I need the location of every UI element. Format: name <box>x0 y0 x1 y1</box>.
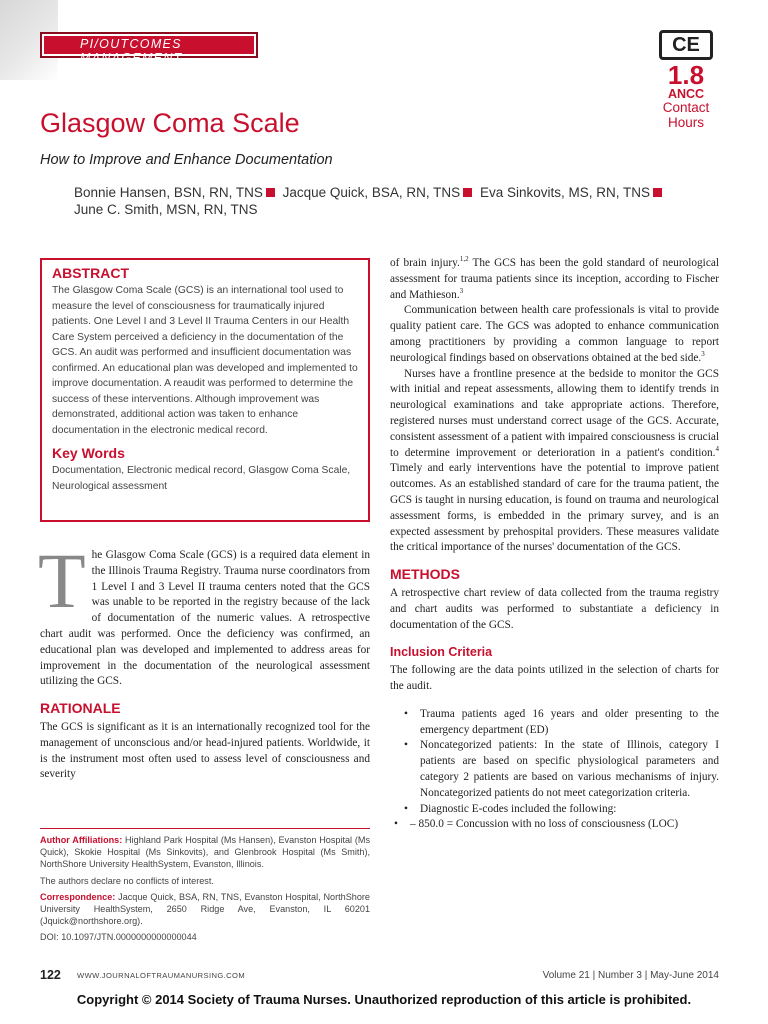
separator-square-icon <box>463 188 472 197</box>
text: The GCS has been the gold standard of neurological assessment for trauma patients since its inception, according to Fischer and Mathieson. <box>390 257 719 301</box>
affiliation-text: Highland Park Hospital (Ms Hansen), Evanston Hospital (Ms Quick), Skokie Hospital (Ms Sinkovits), and Glenbrook Hospital (Ms Smith), NorthShore University HealthSystem, Evanston, Illinois. <box>40 835 370 870</box>
list-item: • Trauma patients aged 16 years and older presenting to the emergency department (ED) <box>390 707 719 739</box>
correspondence-note <box>40 891 370 928</box>
right-column <box>390 256 719 833</box>
intro-paragraph <box>38 537 370 690</box>
inclusion-paragraph: The following are the data points utilized in the selection of charts for the audit. <box>390 664 719 692</box>
separator-square-icon <box>653 188 662 197</box>
ce-unit-hours: Hours <box>667 114 704 130</box>
methods-paragraph: A retrospective chart review of data collected from the trauma registry and chart audits was performed to substantiate a deficiency in documentation of the GCS. <box>390 586 719 631</box>
paragraph <box>390 303 719 366</box>
left-column <box>38 537 370 783</box>
list-item: • Noncategorized patients: In the state of Illinois, category I patients are based on specific physiological parameters and category 2 patients are based on various mechanisms of injury. Noncategorized patients do not meet categorization criteria. <box>390 738 719 801</box>
text: of brain injury. <box>390 257 460 269</box>
keywords-heading: Key Words <box>52 445 125 461</box>
page-footer <box>40 968 719 988</box>
author-affiliations <box>40 828 370 948</box>
journal-url[interactable]: WWW.JOURNALOFTRAUMANURSING.COM <box>77 971 246 980</box>
text: Communication between health care professionals is vital to provide quality patient care. The GCS was adopted to enhance communication among practitioners by providing a common language to report neurological findings based on observations obtained at the bed side. <box>390 304 719 364</box>
correspondence-label: Correspondence: <box>40 891 116 902</box>
paragraph <box>390 367 719 557</box>
affiliation-note <box>40 834 370 871</box>
article-title: Glasgow Coma Scale <box>40 108 300 138</box>
section-label: PI/OUTCOMES MANAGEMENT <box>80 37 183 65</box>
inclusion-heading: Inclusion Criteria <box>390 645 493 660</box>
author-name: June C. Smith, MSN, RN, TNS <box>74 202 258 217</box>
author-name: Jacque Quick, BSA, RN, TNS <box>282 185 461 200</box>
correspondence-text: Jacque Quick, BSA, RN, TNS, Evanston Hospital, NorthShore University HealthSystem, 2650 Ridge Ave, Evanston, IL 60201 (Jquick@northshore.org). <box>40 891 370 927</box>
author-name: Eva Sinkovits, MS, RN, TNS <box>479 185 650 200</box>
ce-hours-block <box>650 62 722 130</box>
copyright-notice: Copyright © 2014 Society of Trauma Nurses. Unauthorized reproduction of this article is prohibited. <box>76 992 692 1007</box>
doi: DOI: 10.1097/JTN.0000000000000044 <box>40 932 197 943</box>
drop-cap: T <box>38 537 86 624</box>
conflict-statement: The authors declare no conflicts of interest. <box>40 875 214 886</box>
issue-info: Volume 21 | Number 3 | May-June 2014 <box>542 970 719 981</box>
ce-badge-label: CE <box>672 34 700 56</box>
sub-list-item: • – 850.0 = Concussion with no loss of consciousness (LOC) <box>390 817 719 833</box>
rationale-heading: RATIONALE <box>40 700 121 717</box>
abstract-heading: ABSTRACT <box>52 265 129 281</box>
criteria-list <box>390 707 719 833</box>
intro-text: he Glasgow Coma Scale (GCS) is a required data element in the Illinois Trauma Registry. Trauma nurse coordinators from 1 Level I and 3 Level II trauma centers noted that the GCS was unable to be reported in the registry because of the lack of documentation of the numeric values. A retrospective chart audit was performed. Once the deficiency was confirmed, an educational plan was developed and implemented to address areas for improvement in the documentation of the neurological assessment utilizing the GCS. <box>40 549 370 688</box>
abstract-box <box>40 258 370 522</box>
author-name: Bonnie Hansen, BSN, RN, TNS <box>74 185 263 200</box>
affiliation-label: Author Affiliations: <box>40 835 123 845</box>
article-subtitle: How to Improve and Enhance Documentation <box>40 152 333 168</box>
ce-hours-value: 1.8 <box>667 60 705 90</box>
ce-badge <box>659 30 713 60</box>
paragraph <box>390 256 719 303</box>
text: Nurses have a frontline presence at the bedside to monitor the GCS with initial and repeat assessments, allowing them to identify trends in neurological examinations and take appropriate actions. Therefore, registered nurses must understand correct usage of the GCS. Accurate, consistent assessment of a patient with impaired consciousness is crucial to determine improvement or deterioration in a patient's condition. <box>390 367 719 459</box>
separator-square-icon <box>266 188 275 197</box>
citation: 1,2 <box>459 255 469 264</box>
citation: 3 <box>459 286 464 295</box>
list-item: • Diagnostic E-codes included the following: <box>390 802 719 818</box>
ce-org: ANCC <box>667 87 705 101</box>
page-number: 122 <box>40 968 61 982</box>
keywords-text: Documentation, Electronic medical record, Glasgow Coma Scale, Neurological assessment <box>52 465 351 492</box>
citation: 3 <box>701 350 705 359</box>
abstract-text: The Glasgow Coma Scale (GCS) is an international tool used to measure the level of consciousness for traumatically injured patients. One Level I and 3 Level II Trauma Centers in our Health Care System perceived a deficiency in the documentation of the GCS. An audit was performed and insufficient documentation was confirmed. An educational plan was developed and implemented to improve documentation. A reaudit was performed to determine the success of these interventions. Although improvement was demonstrated, additional action was taken to enhance documentation in the electronic medical record. <box>52 285 358 436</box>
text: Timely and early interventions have the potential to improve patient outcomes. As an established standard of care for the trauma patient, the GCS is taught in nursing education, is found on trauma and neurological assessment forms, is embedded in the primary survey, and is an expected assessment by prehospital providers. These measures validate the critical importance of the nurses' documentation of the GCS. <box>390 462 719 554</box>
author-list <box>74 184 694 218</box>
methods-heading: METHODS <box>390 566 460 583</box>
rationale-paragraph: The GCS is significant as it is an internationally recognized tool for the management of unconscious and/or head-injured patients. Worldwide, it is the instrument most often used to assess level of consciousness and severity <box>40 720 370 781</box>
citation: 4 <box>715 444 719 453</box>
section-tag <box>40 32 258 65</box>
ce-unit-contact: Contact <box>662 100 710 115</box>
